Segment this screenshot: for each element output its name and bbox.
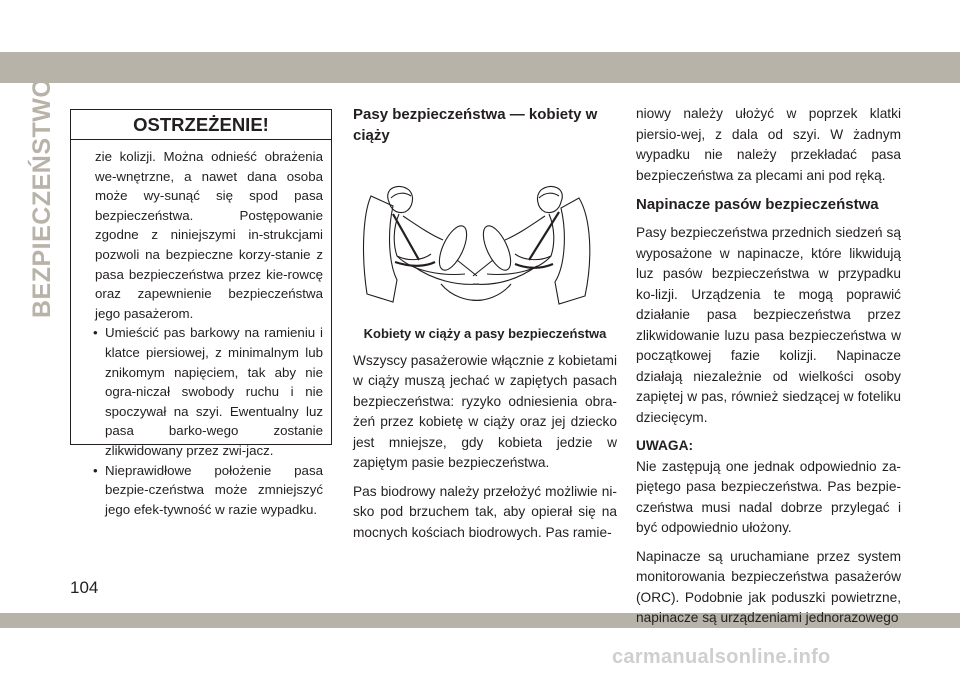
right-column [636,104,901,629]
paragraph: niowy należy ułożyć w poprzek klatki piersio-wej, z dala od szyi. W żadnym wypadku nie należy przekładać pasa bezpieczeństwa za plecami ani pod ręką. [636,106,901,183]
header-band [0,52,960,83]
pregnancy-heading: Pasy bezpieczeństwa — kobiety w ciąży [353,106,598,144]
watermark: carmanualsonline.info [612,646,831,668]
section-title: BEZPIECZEŃSTWO [28,77,56,318]
warning-continuation: zie kolizji. Można odnieść obrażenia we-wnętrzne, a nawet dana osoba może wy-sunąć się spod pasa bezpieczeństwa. Postępowanie zgodne z niniejszymi in-strukcjami pozwoli na bezpieczne korzy-stanie z pasa bezpieczeństwa przez kie-rowcę oraz zapewnienie bezpieczeństwa jego pasażerom. [95,149,323,321]
paragraph: Pas biodrowy należy przełożyć możliwie ni-sko pod brzuchem tak, aby opierał się na mocnych kościach biodrowych. Pas ramie- [353,483,617,540]
note-text: Nie zastępują one jednak odpowiednio za-piętego pasa bezpieczeństwa. Pas bezpie-czeństwa musi nadal dobrze przylegać i być odpowiednio ułożony. [636,458,901,535]
warning-title: OSTRZEŻENIE! [71,110,331,140]
warning-bullet: • Umieścić pas barkowy na ramieniu i klatce piersiowej, z minimalnym lub znikomym napięciem, tak aby nie ogra-niczał swobody ruchu i nie spoczywał na szyi. Ewentualny luz pasa barko-wego zostanie zlikwidowany przez zwi-jacz. [95,323,323,460]
pregnant-seatbelt-illustration [353,184,617,314]
paragraph: Wszyscy pasażerowie włącznie z kobietami w ciąży muszą jechać w zapiętych pasach bezpieczeństwa: ryzyko odniesienia obra-żeń przez kobietę w ciąży oraz jej dziecko jest mniejsze, gdy kobieta jedzie w zapiętym pasie bezpieczeństwa. [353,352,617,470]
note-label: UWAGA: [636,438,694,453]
paragraph: Napinacze są uruchamiane przez system monitorowania bezpieczeństwa pasażerów (ORC). Podobnie jak poduszki powietrzne, napinacze są urządzeniami jednorazowego [636,548,901,625]
middle-column [353,104,617,543]
warning-bullet: • Nieprawidłowe położenie pasa bezpie-czeństwa może zmniejszyć jego efek-tywność w razie wypadku. [95,461,323,520]
warning-box [70,109,332,517]
page-number: 104 [70,578,99,597]
figure-caption: Kobiety w ciąży a pasy bezpieczeństwa [363,326,607,341]
pretensioners-heading: Napinacze pasów bezpieczeństwa [636,196,879,213]
warning-body [71,140,331,519]
paragraph: Pasy bezpieczeństwa przednich siedzeń są wyposażone w napinacze, które likwidują luz pasów bezpieczeństwa w przypadku ko-lizji. Urządzenia te mogą poprawić działanie pasa bezpieczeństwa przez zlikwidowanie luzu pasa bezpieczeństwa w początkowej fazie kolizji. Napinacze działają niezależnie od wielkości osoby zapiętej w pas, również siedzącej w foteliku dziecięcym. [636,225,901,425]
